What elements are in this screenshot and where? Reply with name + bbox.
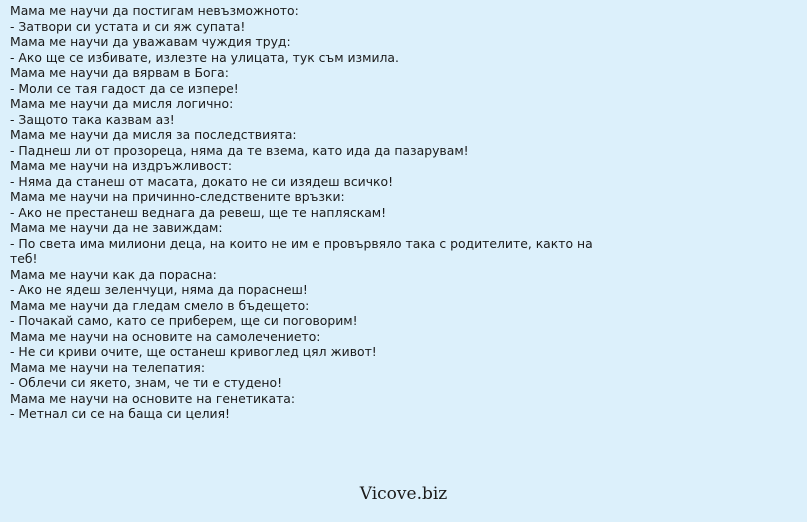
text-line: - Няма да станеш от масата, докато не си изядеш всичко! (10, 173, 394, 189)
text-line: - Не си криви очите, ще останеш кривоглед цял живот! (10, 344, 377, 359)
text-line: Мама ме научи да вярвам в Бога: (10, 65, 229, 80)
text-line: - Моли се тая гадост да се изпере! (10, 80, 239, 96)
text-line: Мама ме научи на основите на генетиката: (10, 390, 296, 406)
text-line: - Почакай само, като се приберем, ще си поговорим! (10, 313, 358, 328)
text-line: Мама ме научи да мисля логично: (10, 96, 234, 111)
text-line: - Метнал си се на баща си целия! (10, 406, 230, 421)
text-line: - По света има милиони деца, на които не им е провървяло така с родителите, както на теб! (10, 235, 593, 266)
text-line: Мама ме научи на причинно-следствените връзки: (10, 189, 345, 204)
text-line: Мама ме научи на основите на самолечението: (10, 328, 321, 344)
text-line: Мама ме научи да мисля за последствията: (10, 127, 297, 142)
text-line: Мама ме научи да не завиждам: (10, 220, 223, 235)
text-line: Мама ме научи да гледам смело в бъдещето: (10, 297, 310, 313)
site-footer: Vicove.biz (359, 484, 448, 504)
text-line: Мама ме научи как да порасна: (10, 266, 217, 282)
text-line: - Ако ще се избивате, излезте на улицата, тук съм измила. (10, 49, 399, 65)
text-line: Мама ме научи да постигам невъзможното: (10, 3, 299, 18)
text-line: Мама ме научи на издръжливост: (10, 158, 233, 173)
text-line: - Ако не престанеш веднага да ревеш, ще те напляскам! (10, 204, 387, 220)
text-line: - Защото така казвам аз! (10, 111, 175, 127)
joke-text (10, 3, 610, 422)
text-line: - Ако не ядеш зеленчуци, няма да пораснеш! (10, 282, 308, 297)
text-line: - Облечи си якето, знам, че ти е студено! (10, 375, 283, 390)
text-line: - Паднеш ли от прозореца, няма да те взема, като ида да пазарувам! (10, 142, 469, 158)
text-line: Мама ме научи да уважавам чуждия труд: (10, 34, 291, 49)
text-line: - Затвори си устата и си яж супата! (10, 18, 246, 34)
text-line: Мама ме научи на телепатия: (10, 359, 206, 375)
